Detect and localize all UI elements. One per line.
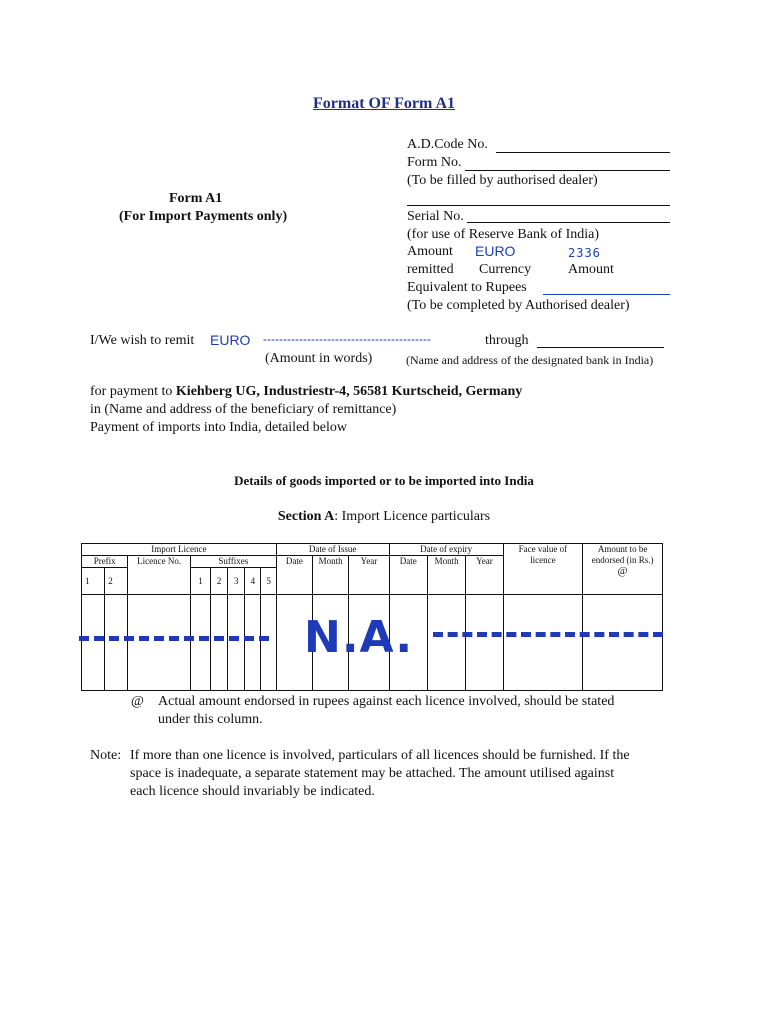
remit-amount-words[interactable]: ------------------------------------------ <box>263 332 431 346</box>
note-label: Note: <box>90 748 122 763</box>
ad-code-field[interactable] <box>496 152 670 153</box>
amount-caption: Amount <box>568 262 614 277</box>
amount-value[interactable]: 2336 <box>568 246 601 260</box>
table-cell[interactable] <box>466 595 503 691</box>
na-dash-left <box>79 636 269 641</box>
issue-year-header: Year <box>349 556 389 595</box>
amount-endorsed-at: @ <box>617 565 628 577</box>
amount-endorsed-label: Amount to be endorsed (in Rs.) <box>591 544 654 565</box>
suffix-col-2: 2 <box>211 568 228 595</box>
details-heading: Details of goods imported or to be imported into India <box>234 473 534 488</box>
na-stamp: N.A. <box>304 612 414 663</box>
table-cell[interactable] <box>261 595 276 691</box>
suffix-col-3: 3 <box>228 568 245 595</box>
currency-value[interactable]: EURO <box>475 243 516 259</box>
expiry-month-header: Month <box>427 556 465 595</box>
equiv-rupees-label: Equivalent to Rupees <box>407 280 527 295</box>
form-no-field[interactable] <box>465 170 670 171</box>
remit-currency[interactable]: EURO <box>210 332 251 348</box>
amount-label: Amount <box>407 244 453 259</box>
through-label: through <box>485 333 529 348</box>
equiv-rupees-field[interactable] <box>543 294 670 295</box>
currency-label: Currency <box>479 262 532 277</box>
section-heading <box>0 509 768 525</box>
note-line-1: If more than one licence is involved, particulars of all licences should be furnished. If the <box>130 748 630 763</box>
prefix-col-2: 2 <box>105 568 128 595</box>
amount-endorsed-header <box>583 544 663 595</box>
beneficiary-note: in (Name and address of the beneficiary of remittance) <box>90 402 397 417</box>
expiry-date-header: Date <box>389 556 427 595</box>
date-of-issue-header: Date of Issue <box>276 544 389 556</box>
licence-no-header: Licence No. <box>128 556 191 595</box>
rbi-note: (for use of Reserve Bank of India) <box>407 227 600 242</box>
form-purpose: (For Import Payments only) <box>119 209 288 224</box>
prefix-header: Prefix <box>82 556 128 568</box>
section-label: Section A <box>277 509 335 524</box>
na-dash-right <box>433 632 663 637</box>
import-licence-header: Import Licence <box>82 544 277 556</box>
amount-words-note: (Amount in words) <box>265 351 373 366</box>
page-title: Format OF Form A1 <box>312 95 456 112</box>
face-value-header: Face value of licence <box>503 544 583 595</box>
table-cell[interactable] <box>128 595 191 691</box>
separator-line <box>407 205 670 206</box>
suffix-col-4: 4 <box>245 568 261 595</box>
serial-no-field[interactable] <box>467 222 670 223</box>
ad-code-label: A.D.Code No. <box>407 137 488 152</box>
payment-line <box>90 384 522 400</box>
footnote-symbol: @ <box>131 694 144 709</box>
completed-note: (To be completed by Authorised dealer) <box>407 298 630 313</box>
table-cell[interactable] <box>503 595 583 691</box>
prefix-col-1: 1 <box>82 568 105 595</box>
table-cell[interactable] <box>105 595 128 691</box>
expiry-year-header: Year <box>466 556 503 595</box>
note-line-2: space is inadequate, a separate statement may be attached. The amount utilised against <box>130 766 615 781</box>
footnote-line-2: under this column. <box>158 712 263 727</box>
footnote-line-1: Actual amount endorsed in rupees against each licence involved, should be stated <box>158 694 615 709</box>
table-cell[interactable] <box>82 595 105 691</box>
issue-month-header: Month <box>312 556 348 595</box>
date-of-expiry-header: Date of expiry <box>389 544 503 556</box>
issue-date-header: Date <box>276 556 312 595</box>
filled-by-note: (To be filled by authorised dealer) <box>407 173 598 188</box>
table-cell[interactable] <box>190 595 210 691</box>
suffix-col-1: 1 <box>190 568 210 595</box>
remit-prefix: I/We wish to remit <box>90 333 195 348</box>
table-cell[interactable] <box>228 595 245 691</box>
section-text: : Import Licence particulars <box>334 509 491 524</box>
table-cell[interactable] <box>245 595 261 691</box>
imports-line: Payment of imports into India, detailed below <box>90 420 348 435</box>
payment-prefix: for payment to <box>90 384 176 399</box>
table-cell[interactable] <box>427 595 465 691</box>
form-no-label: Form No. <box>407 155 462 170</box>
table-cell[interactable] <box>211 595 228 691</box>
serial-no-label: Serial No. <box>407 209 464 224</box>
bank-note: (Name and address of the designated bank in India) <box>406 353 654 367</box>
form-name: Form A1 <box>169 191 223 206</box>
beneficiary-name: Kiehberg UG, Industriestr-4, 56581 Kurtscheid, Germany <box>175 384 523 399</box>
suffixes-header: Suffixes <box>190 556 276 568</box>
table-cell[interactable] <box>583 595 663 691</box>
note-line-3: each licence should invariably be indicated. <box>130 784 375 799</box>
remitted-label: remitted <box>407 262 454 277</box>
suffix-col-5: 5 <box>261 568 276 595</box>
designated-bank-field[interactable] <box>537 347 664 348</box>
